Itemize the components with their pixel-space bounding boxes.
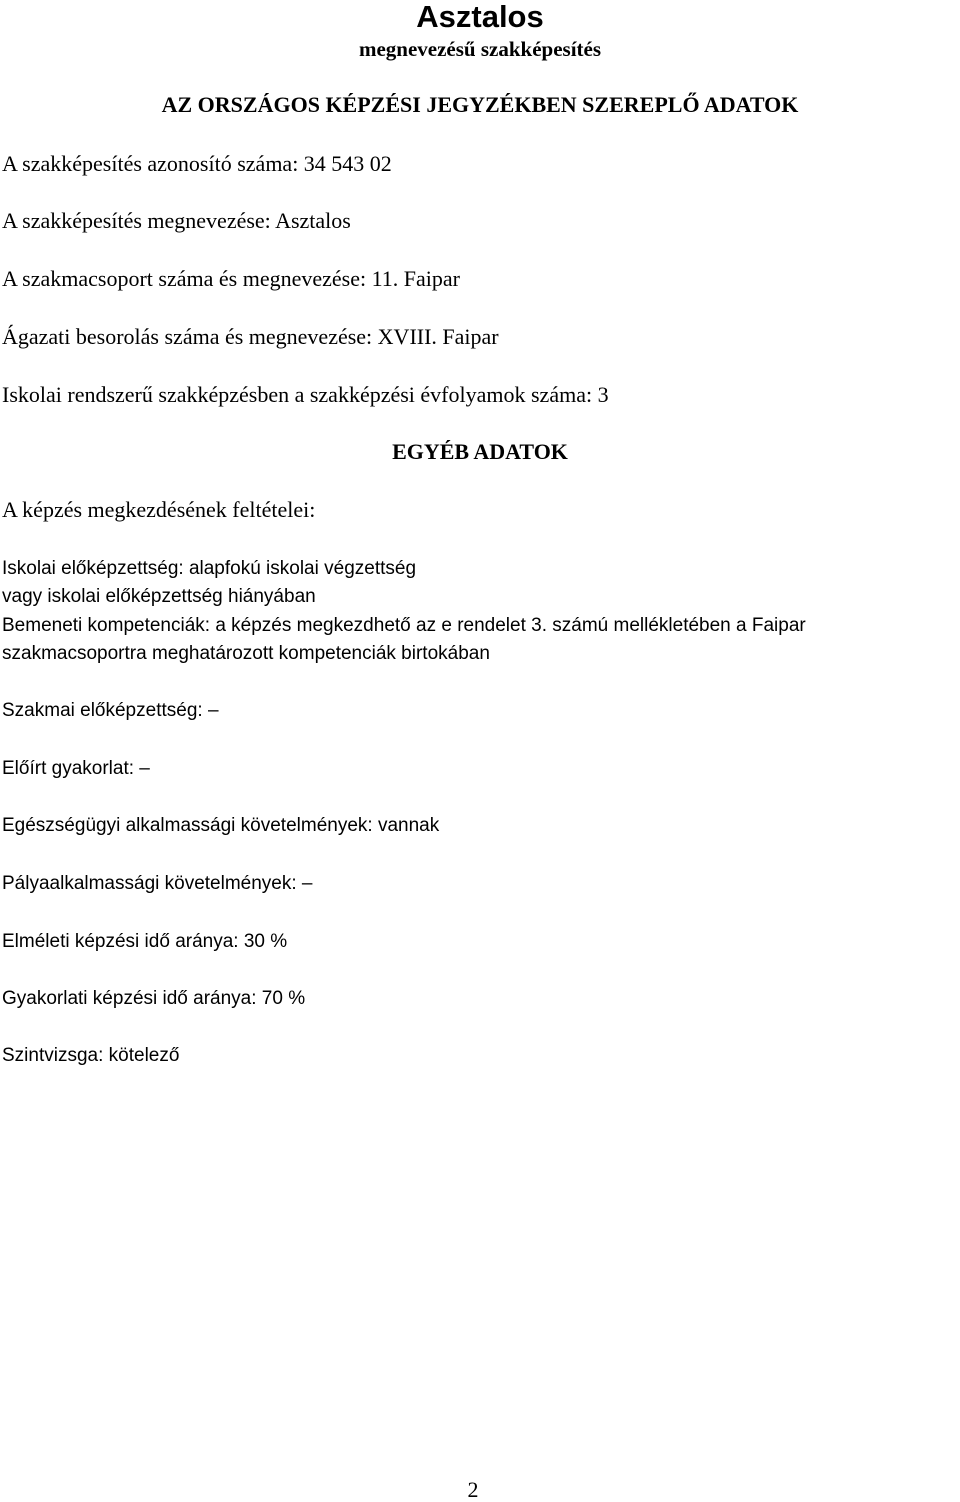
- career-aptitude-line: Pályaalkalmassági követelmények: –: [2, 873, 313, 894]
- input-competencies-line: Bemeneti kompetenciák: a képzés megkezdhető az e rendelet 3. számú mellékletében a Faipar: [2, 615, 806, 636]
- level-exam-line: Szintvizsga: kötelező: [2, 1045, 180, 1066]
- health-requirements-line: Egészségügyi alkalmassági követelmények: vannak: [2, 815, 440, 836]
- practice-ratio-line: Gyakorlati képzési idő aránya: 70 %: [2, 988, 306, 1009]
- school-prerequisite-alt-line: vagy iskolai előképzettség hiányában: [2, 586, 316, 607]
- required-practice-line: Előírt gyakorlat: –: [2, 758, 150, 779]
- other-section-heading: EGYÉB ADATOK: [392, 439, 568, 464]
- page-number: 2: [467, 1477, 479, 1502]
- document-subtitle: megnevezésű szakképesítés: [358, 37, 602, 61]
- school-years-line: Iskolai rendszerű szakképzésben a szakképzési évfolyamok száma: 3: [2, 382, 609, 407]
- input-competencies-continued-line: szakmacsoportra meghatározott kompetenciák birtokában: [2, 643, 490, 664]
- vocational-group-line: A szakmacsoport száma és megnevezése: 11. Faipar: [2, 266, 460, 291]
- theory-ratio-line: Elméleti képzési idő aránya: 30 %: [2, 931, 288, 952]
- qualification-id-line: A szakképesítés azonosító száma: 34 543 02: [2, 151, 392, 176]
- registry-section-heading: AZ ORSZÁGOS KÉPZÉSI JEGYZÉKBEN SZEREPLŐ ADATOK: [161, 92, 799, 117]
- sector-classification-line: Ágazati besorolás száma és megnevezése: XVIII. Faipar: [2, 324, 499, 349]
- qualification-name-line: A szakképesítés megnevezése: Asztalos: [2, 208, 351, 233]
- entry-conditions-label: A képzés megkezdésének feltételei:: [2, 497, 316, 522]
- professional-prerequisite-line: Szakmai előképzettség: –: [2, 700, 219, 721]
- document-title: Asztalos: [416, 0, 544, 34]
- school-prerequisite-line: Iskolai előképzettség: alapfokú iskolai végzettség: [2, 558, 417, 579]
